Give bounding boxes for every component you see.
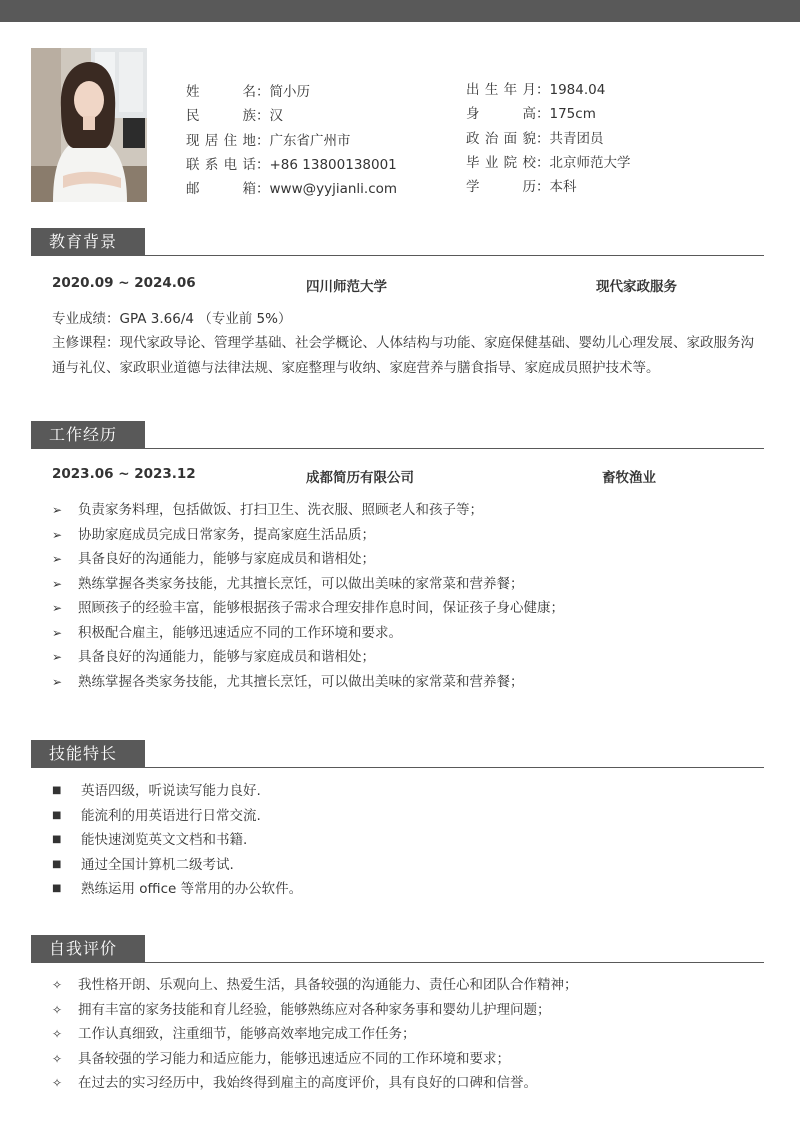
list-item [52,1071,762,1096]
arrow-bullet-icon: ➢ [52,527,63,542]
info-birth-row [466,78,631,102]
info-height-value: 175cm [549,106,596,123]
info-label: 出生年月 [466,82,536,98]
self-eval-section-header [31,935,764,963]
work-period: 2023.06 ~ 2023.12 [52,466,196,482]
work-duty-text: 积极配合雇主，能够迅速适应不同的工作环境和要求。 [78,624,402,641]
info-colon: ： [536,82,550,98]
portrait-image [31,48,147,202]
list-item [52,523,762,548]
arrow-bullet-icon: ➢ [52,650,63,664]
list-item [52,779,762,804]
square-bullet-icon: ■ [52,785,62,796]
self-eval-section-title: 自我评价 [31,935,145,963]
list-item [52,828,762,853]
list-item [52,804,762,829]
work-duty-text: 协助家庭成员完成日常家务，提高家庭生活品质； [78,526,375,543]
info-height-row [466,102,631,126]
list-item [52,670,762,695]
list-item [52,547,762,572]
education-section-title: 教育背景 [31,228,145,256]
info-name-value: 简小历 [269,84,310,100]
info-label: 政治面貌 [466,130,536,147]
work-duties-list [52,498,762,694]
info-label: 身高 [466,106,536,123]
info-colon: ： [536,179,550,196]
info-residence-row [186,129,397,153]
education-major: 现代家政服务 [596,279,677,295]
info-colon: ： [256,108,270,125]
work-duty-text: 具备良好的沟通能力，能够与家庭成员和谐相处； [78,649,375,665]
education-school: 四川师范大学 [306,279,387,295]
info-colon: ： [536,154,550,171]
arrow-bullet-icon: ➢ [52,552,63,566]
info-colon: ： [256,84,270,100]
info-label: 现居住地 [186,132,256,149]
education-period: 2020.09 ~ 2024.06 [52,275,196,291]
list-item [52,853,762,878]
self-eval-text: 具备较强的学习能力和适应能力，能够迅速适应不同的工作环境和要求； [78,1050,510,1067]
list-item [52,621,762,646]
list-item [52,498,762,523]
work-duty-text: 具备良好的沟通能力，能够与家庭成员和谐相处； [78,551,375,567]
self-eval-text: 我性格开朗、乐观向上、热爱生活，具备较强的沟通能力、责任心和团队合作精神； [78,977,578,993]
star-bullet-icon: ✧ [52,1002,63,1017]
info-label: 民族 [186,108,256,125]
work-duty-text: 负责家务料理，包括做饭、打扫卫生、洗衣服、照顾老人和孩子等； [78,502,483,518]
info-label: 毕业院校 [466,154,536,171]
work-duty-text: 熟练掌握各类家务技能，尤其擅长烹饪，可以做出美味的家常菜和营养餐； [78,575,524,592]
list-item [52,1047,762,1072]
skill-text: 英语四级，听说读写能力良好. [81,783,261,799]
info-label: 联系电话 [186,156,256,173]
self-eval-text: 拥有丰富的家务技能和育儿经验，能够熟练应对各种家务事和婴幼儿护理问题； [78,1001,551,1018]
info-ethnicity-row [186,104,397,128]
info-politics-row [466,127,631,151]
skill-text: 能快速浏览英文文档和书籍. [81,832,248,848]
arrow-bullet-icon: ➢ [52,674,63,689]
self-eval-text: 工作认真细致，注重细节，能够高效率地完成工作任务； [78,1026,416,1042]
info-colon: ： [256,181,270,198]
list-item [52,973,762,998]
info-school-value: 北京师范大学 [549,154,631,171]
info-residence-value: 广东省广州市 [269,132,351,149]
list-item [52,998,762,1023]
info-colon: ： [536,106,550,123]
square-bullet-icon: ■ [52,858,62,870]
self-eval-text: 在过去的实习经历中，我始终得到雇主的高度评价，具有良好的口碑和信誉。 [78,1075,537,1091]
star-bullet-icon: ✧ [52,1051,63,1066]
list-item [52,877,762,902]
info-colon: ： [256,156,270,173]
profile-photo [31,48,147,202]
info-school-row [466,151,631,175]
info-email-value: www@yyjianli.com [269,181,398,198]
info-name-row [186,80,397,104]
work-duty-text: 照顾孩子的经验丰富，能够根据孩子需求合理安排作息时间，保证孩子身心健康； [78,600,564,616]
square-bullet-icon: ■ [52,834,62,845]
square-bullet-icon: ■ [52,809,62,821]
star-bullet-icon: ✧ [52,1076,63,1090]
info-phone-value: +86 13800138001 [269,156,397,173]
skill-text: 通过全国计算机二级考试. [81,856,234,873]
education-score: 专业成绩：GPA 3.66/4 （专业前 5%） [52,311,292,327]
info-email-row [186,177,397,201]
info-degree-row [466,175,631,199]
info-label: 邮箱 [186,181,256,198]
list-item [52,596,762,621]
skills-section-title: 技能特长 [31,740,145,768]
personal-info-left [186,80,397,201]
list-item [52,1022,762,1047]
info-colon: ： [536,130,550,147]
work-section-header [31,421,764,449]
personal-info-right [466,78,631,199]
info-phone-row [186,153,397,177]
list-item [52,645,762,670]
star-bullet-icon: ✧ [52,1027,63,1041]
arrow-bullet-icon: ➢ [52,601,63,615]
work-company: 成都简历有限公司 [306,470,414,486]
arrow-bullet-icon: ➢ [52,625,63,640]
arrow-bullet-icon: ➢ [52,576,63,591]
square-bullet-icon: ■ [52,883,62,894]
header-bar [0,0,800,22]
info-label: 姓名 [186,84,256,100]
education-courses: 主修课程：现代家政导论、管理学基础、社会学概论、人体结构与功能、家庭保健基础、婴幼儿心理发展、家政服务沟通与礼仪、家政职业道德与法律法规、家庭整理与收纳、家庭营养与膳食指导、家庭成员照护技术等。 [52,335,754,376]
list-item [52,572,762,597]
star-bullet-icon: ✧ [52,978,63,992]
arrow-bullet-icon: ➢ [52,503,63,517]
skill-text: 能流利的用英语进行日常交流. [81,807,261,824]
info-degree-value: 本科 [549,179,577,196]
skill-text: 熟练运用 office 等常用的办公软件。 [81,881,303,897]
work-section-title: 工作经历 [31,421,145,449]
skills-section-header [31,740,764,768]
self-eval-list [52,973,762,1096]
work-duty-text: 熟练掌握各类家务技能，尤其擅长烹饪，可以做出美味的家常菜和营养餐； [78,673,524,690]
info-label: 学历 [466,179,536,196]
skills-list [52,779,762,902]
info-ethnicity-value: 汉 [269,108,283,125]
education-section-header [31,228,764,256]
work-industry: 畜牧渔业 [602,470,656,486]
info-colon: ： [256,132,270,149]
info-birth-value: 1984.04 [549,82,606,98]
info-politics-value: 共青团员 [549,130,604,147]
